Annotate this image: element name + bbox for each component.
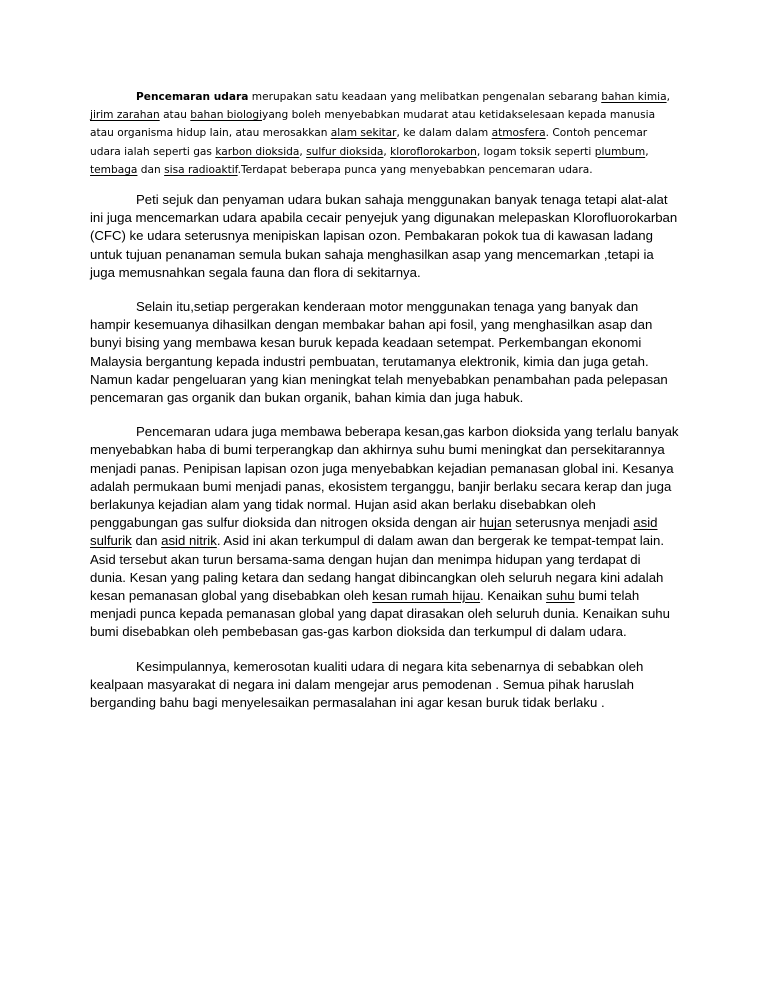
- paragraph-pencemaran-udara: [90, 88, 680, 179]
- text-run: merupakan satu keadaan yang melibatkan pengenalan sebarang: [248, 91, 602, 103]
- underlined-term[interactable]: bahan kimia: [601, 91, 667, 103]
- text-run: . Asid ini akan terkumpul di dalam awan dan bergerak ke tempat-tempat lain. Asid tersebut akan turun bersama-sama dengan hujan dan menimpa hidupan yang terdapat di dunia. Kesan yang paling ketara dan sedang hangat dibincangkan oleh seluruh negara kini adalah kesan pemanasan global yang disebabkan oleh: [90, 533, 664, 604]
- text-run: Selain itu,setiap pergerakan kenderaan motor menggunakan tenaga yang banyak dan hampir kesemuanya dihasilkan dengan membakar bahan api fosil, yang menghasilkan asap dan bunyi bising yang membawa kesan buruk kepada keadaan setempat. Perkembangan ekonomi Malaysia bergantung kepada industri pembuatan, terutamanya elektronik, kimia dan juga getah. Namun kadar pengeluaran yang kian meningkat telah menyebabkan penambahan pada pelepasan pencemaran gas organik dan bukan organik, bahan kimia dan juga habuk.: [90, 299, 668, 406]
- underlined-term[interactable]: bahan biologi: [190, 109, 263, 122]
- paragraph-kesimpulan: [90, 658, 680, 713]
- bold-term: Pencemaran udara: [136, 91, 249, 103]
- text-run: Peti sejuk dan penyaman udara bukan sahaja menggunakan banyak tenaga tetapi alat-alat ini juga mencemarkan udara apabila cecair penyejuk yang digunakan melepaskan Klorofluorokarban (CFC) ke udara seterusnya menipiskan lapisan ozon. Pembakaran pokok tua di kawasan ladang untuk tujuan penanaman semula bukan sahaja menghasilkan asap yang mencemarkan ,tetapi ia juga memusnahkan segala fauna dan flora di sekitarnya.: [90, 192, 678, 280]
- underlined-term[interactable]: jirim zarahan: [90, 109, 160, 122]
- text-run: ,: [383, 145, 391, 158]
- text-run: . Kenaikan: [480, 588, 547, 604]
- underlined-term[interactable]: asid nitrik: [161, 533, 217, 549]
- underlined-term[interactable]: alam sekitar: [330, 127, 397, 140]
- paragraph-punca-peti-sejuk: [90, 191, 680, 282]
- underlined-term[interactable]: asid sulfurik: [90, 515, 658, 549]
- underlined-term[interactable]: karbon dioksida: [215, 145, 300, 158]
- text-run: dan: [131, 533, 162, 549]
- text-run: . Contoh pencemar udara ialah seperti gas: [90, 127, 648, 158]
- text-run: dan: [137, 163, 165, 176]
- underlined-term[interactable]: hujan: [479, 515, 512, 531]
- text-run: , ke dalam dalam: [396, 127, 492, 140]
- underlined-term[interactable]: kloroflorokarbon: [390, 145, 477, 158]
- text-run: ,: [299, 145, 307, 158]
- underlined-term[interactable]: kesan rumah hijau: [372, 588, 481, 604]
- text-run: Kesimpulannya, kemerosotan kualiti udara di negara kita sebenarnya di sebabkan oleh kealpaan masyarakat di negara ini dalam mengejar arus pemodenan . Semua pihak haruslah berganding bahu bagi menyelesaikan permasalahan ini agar kesan buruk tidak berlaku .: [90, 658, 644, 711]
- underlined-term[interactable]: atmosfera: [491, 127, 546, 140]
- underlined-term[interactable]: sulfur dioksida: [306, 145, 384, 158]
- text-run: seterusnya menjadi: [511, 515, 634, 531]
- text-run: atau: [159, 109, 191, 122]
- paragraph-kesan: [90, 423, 680, 641]
- underlined-term[interactable]: tembaga: [90, 163, 138, 176]
- underlined-term[interactable]: suhu: [546, 588, 575, 604]
- text-run: , logam toksik seperti: [476, 145, 595, 158]
- text-run: ,: [666, 91, 670, 103]
- document-body: [90, 88, 680, 728]
- text-run: yang boleh menyebabkan mudarat atau ketidakselesaan kepada manusia atau organisma hidup lain, atau merosakkan: [90, 109, 656, 140]
- underlined-term[interactable]: plumbum: [594, 145, 646, 158]
- text-run: .Terdapat beberapa punca yang menyebabkan pencemaran udara.: [237, 163, 593, 176]
- text-run: bumi telah menjadi punca kepada pemanasan global yang dapat dirasakan oleh seluruh dunia. Kenaikan suhu bumi disebabkan oleh pembebasan gas-gas karbon dioksida dan terkumpul di dalam udara.: [90, 588, 670, 640]
- text-run: ,: [645, 145, 649, 158]
- underlined-term[interactable]: sisa radioaktif: [164, 163, 238, 176]
- paragraph-punca-kenderaan: [90, 298, 680, 407]
- text-run: Pencemaran udara juga membawa beberapa kesan,gas karbon dioksida yang terlalu banyak menyebabkan haba di bumi terperangkap dan akhirnya suhu bumi meningkat dan persekitarannya menjadi panas. Penipisan lapisan ozon juga menyebabkan kejadian pemanasan global ini. Kesanya adalah permukaan bumi menjadi panas, ekosistem terganggu, banjir berlaku secara kerap dan juga berlakunya kejadian alam yang tidak normal. Hujan asid akan berlaku disebabkan oleh penggabungan gas sulfur dioksida dan nitrogen oksida dengan air: [90, 424, 679, 531]
